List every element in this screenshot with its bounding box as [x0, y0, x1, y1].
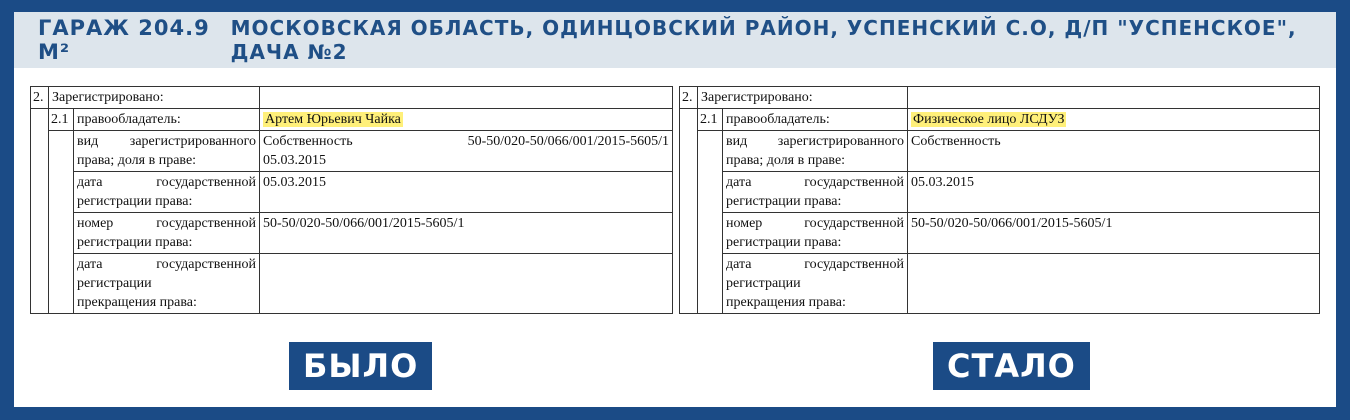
- right-type-label: вид зарегистрированного: [77, 134, 257, 149]
- table-row: [31, 109, 673, 131]
- reg-number-label: номер государственной: [726, 216, 905, 231]
- property-address: МОСКОВСКАЯ ОБЛАСТЬ, ОДИНЦОВСКИЙ РАЙОН, УСПЕНСКИЙ С.О, Д/П "УСПЕНСКОЕ", ДАЧА №2: [230, 16, 1297, 64]
- property-title: ГАРАЖ 204.9 М²: [38, 16, 210, 64]
- table-row: дата государственной регистрации права: 05.03.2015: [31, 172, 673, 213]
- table-row: дата государственной регистрации прекращения права:: [31, 254, 673, 314]
- section-label: Зарегистрировано:: [49, 87, 260, 109]
- section-number: 2.: [680, 87, 698, 109]
- table-row: дата государственной регистрации прекращения права:: [680, 254, 1320, 314]
- owner-label: правообладатель:: [74, 109, 260, 131]
- reg-date-label: дата государственной: [726, 175, 905, 190]
- termination-label: дата государственной: [726, 257, 905, 272]
- reg-date-label: дата государственной: [77, 175, 257, 190]
- right-type-number: 50-50/020-50/066/001/2015-5605/1: [467, 134, 670, 149]
- subsection-number: 2.1: [698, 109, 723, 131]
- table-row: [680, 109, 1320, 131]
- reg-date-value: 05.03.2015: [260, 172, 673, 213]
- after-label: СТАЛО: [933, 342, 1090, 390]
- reg-number-value: 50-50/020-50/066/001/2015-5605/1: [260, 213, 673, 254]
- reg-number-value: 50-50/020-50/066/001/2015-5605/1: [908, 213, 1320, 254]
- right-type-value: Собственность: [908, 131, 1320, 172]
- subsection-number: 2.1: [49, 109, 74, 131]
- table-row: [31, 87, 673, 109]
- reg-date-value: 05.03.2015: [908, 172, 1320, 213]
- before-label: БЫЛО: [289, 342, 432, 390]
- section-label: Зарегистрировано:: [698, 87, 908, 109]
- before-registry-table: [30, 86, 673, 314]
- owner-value-highlight: Физическое лицо ЛСДУЗ: [913, 112, 1065, 127]
- table-row: вид зарегистрированного права; доля в праве: Собственность: [680, 131, 1320, 172]
- table-row: номер государственной регистрации права: 50-50/020-50/066/001/2015-5605/1: [680, 213, 1320, 254]
- header-bar: [14, 12, 1336, 68]
- right-type-value: Собственность: [263, 134, 353, 149]
- right-type-date: 05.03.2015: [263, 153, 327, 168]
- table-row: вид зарегистрированного права; доля в праве: Собственность 50-50/020-50/066/001/2015-5605/1 05.03.2015: [31, 131, 673, 172]
- table-row: дата государственной регистрации права: 05.03.2015: [680, 172, 1320, 213]
- owner-value-highlight: Артем Юрьевич Чайка: [265, 112, 401, 127]
- after-registry-table: [679, 86, 1320, 314]
- section-number: 2.: [31, 87, 49, 109]
- table-row: [680, 87, 1320, 109]
- owner-label: правообладатель:: [723, 109, 908, 131]
- right-type-label: вид зарегистрированного: [726, 134, 905, 149]
- reg-number-label: номер государственной: [77, 216, 257, 231]
- termination-label: дата государственной: [77, 257, 257, 272]
- table-row: номер государственной регистрации права: 50-50/020-50/066/001/2015-5605/1: [31, 213, 673, 254]
